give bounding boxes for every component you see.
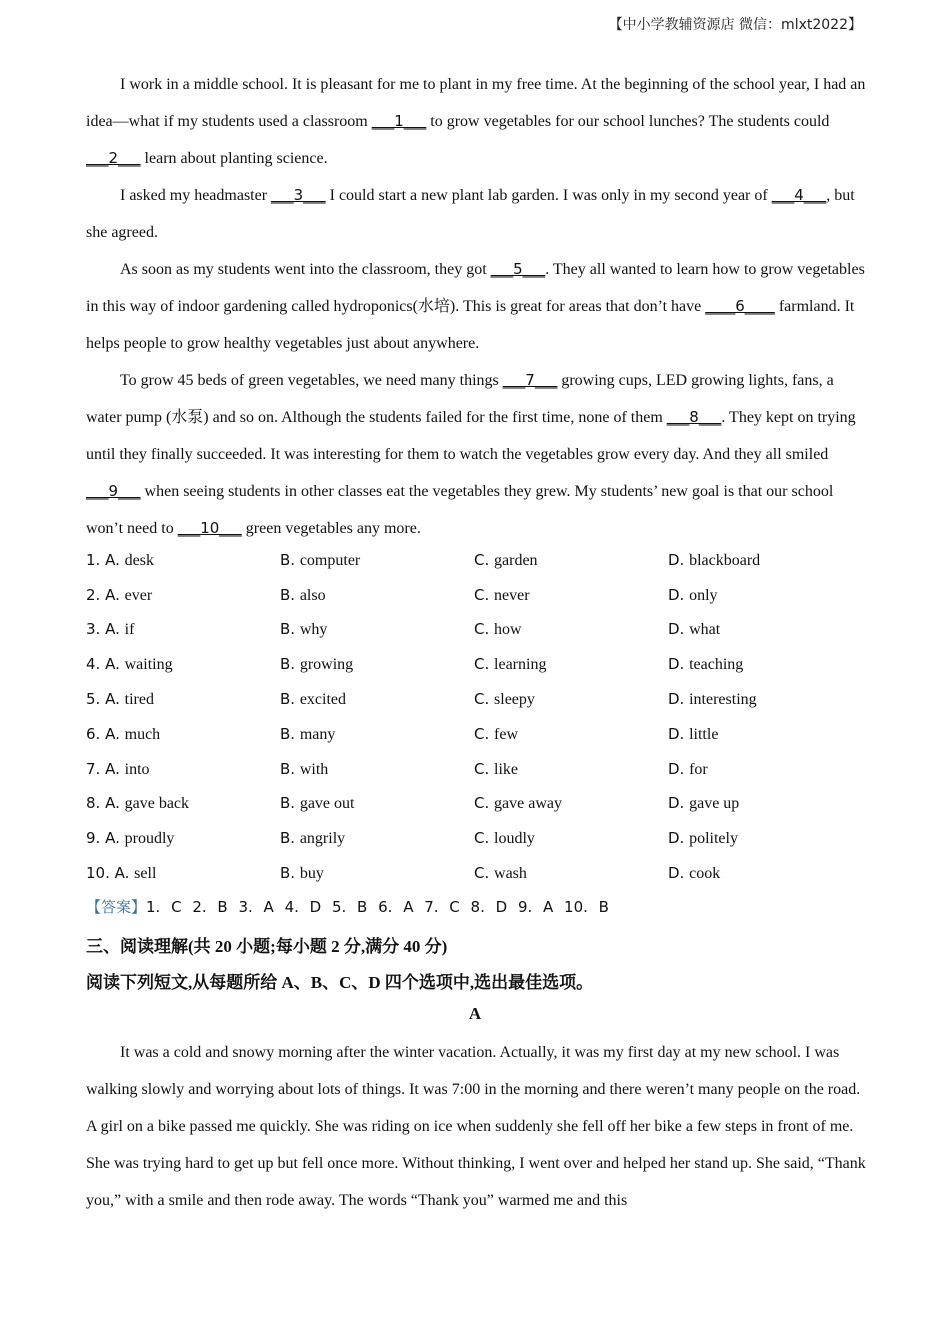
option-text: gave away (494, 795, 562, 813)
option-text: never (494, 586, 530, 604)
question-options-row (86, 613, 886, 648)
option-choice (280, 551, 474, 570)
cloze-text: . They kept on trying until they finally succeeded. It was interesting for them to watch the vegetables grow every day. And they all smiled (86, 409, 856, 463)
option-text: what (689, 621, 721, 639)
cloze-blank: ___2___ (86, 149, 141, 167)
option-text: learning (494, 656, 547, 674)
option-text: cook (689, 865, 721, 883)
option-text: gave out (299, 795, 355, 813)
cloze-blank: ___8___ (666, 408, 722, 426)
option-choice (86, 864, 280, 883)
option-letter: 6. A. (86, 724, 125, 743)
option-text: politely (689, 830, 738, 848)
cloze-text: , but she agreed. (86, 187, 855, 241)
cloze-paragraph (86, 66, 866, 177)
option-letter: B. (280, 864, 300, 883)
cloze-text: As soon as my students went into the classroom, they got (120, 261, 491, 278)
option-text: also (299, 586, 326, 604)
question-options-row (86, 717, 886, 752)
question-options-row (86, 543, 886, 578)
option-text: like (494, 760, 519, 778)
option-text: blackboard (689, 551, 761, 569)
option-letter: B. (280, 550, 300, 569)
cloze-text: . They all wanted to learn how to grow vegetables in this way of indoor gardening called hydroponics(水培). This is great for areas that don’t have (86, 261, 865, 315)
answer-tag: 【答案】 (86, 898, 147, 916)
cloze-blank: ___4___ (771, 186, 827, 204)
cloze-text: learn about planting science. (140, 150, 328, 167)
option-choice (668, 760, 862, 779)
question-options-row (86, 647, 886, 682)
cloze-text: to grow vegetables for our school lunches? The students could (426, 113, 830, 130)
option-text: computer (299, 551, 361, 569)
option-text: wash (494, 865, 527, 883)
option-choice (86, 586, 280, 605)
option-choice (86, 829, 280, 848)
option-letter: B. (280, 620, 300, 639)
option-choice (474, 551, 668, 570)
cloze-passage (86, 66, 866, 547)
option-letter: C. (474, 759, 495, 778)
option-choice (86, 760, 280, 779)
option-text: gave back (124, 795, 190, 813)
option-letter: D. (668, 829, 690, 848)
option-choice (280, 829, 474, 848)
question-options-row (86, 752, 886, 787)
option-choice (668, 655, 862, 674)
option-text: buy (299, 865, 324, 883)
option-choice (280, 620, 474, 639)
option-letter: 8. A. (86, 794, 125, 813)
option-text: angrily (299, 830, 346, 848)
option-letter: C. (474, 620, 495, 639)
option-text: into (124, 760, 150, 778)
option-text: few (494, 725, 518, 743)
passage-a-text: It was a cold and snowy morning after the winter vacation. Actually, it was my first day at my new school. I was walking slowly and worrying about lots of things. It was 7:00 in the morning and there weren’t many people on the road. A girl on a bike passed me quickly. She was riding on ice when suddenly she fell off her bike a few steps in front of me. She was trying hard to get up but fell once more. Without thinking, I went over and helped her stand up. She said, “Thank you,” with a smile and then rode away. The words “Thank you” warmed me and this (86, 1044, 866, 1209)
option-text: growing (299, 656, 354, 674)
cloze-blank: ___5___ (490, 260, 546, 278)
cloze-text: I work in a middle school. It is pleasant for me to plant in my free time. At the beginning of the school year, I had an idea—what if my students used a classroom (86, 76, 866, 130)
option-letter: D. (668, 759, 690, 778)
option-choice (668, 864, 862, 883)
option-letter: B. (280, 585, 300, 604)
option-letter: D. (668, 864, 690, 883)
passage-a-title: A (468, 1004, 482, 1023)
option-letter: 5. A. (86, 690, 125, 709)
option-choice (280, 864, 474, 883)
page-header-watermark: 【中小学教辅资源店 微信：mlxt2022】 (608, 17, 862, 33)
option-text: waiting (124, 656, 173, 674)
option-choice (280, 725, 474, 744)
cloze-blank: ___7___ (502, 371, 558, 389)
option-letter: C. (474, 794, 495, 813)
option-letter: C. (474, 829, 495, 848)
cloze-blank: ___3___ (271, 186, 326, 204)
option-text: how (494, 621, 522, 639)
answer-text: 1. C 2. B 3. A 4. D 5. B 6. A 7. C 8. D 9. A 10. B (146, 898, 609, 916)
option-letter: B. (280, 829, 300, 848)
option-letter: 9. A. (86, 829, 125, 848)
option-choice (668, 725, 862, 744)
option-text: much (124, 725, 161, 743)
option-choice (86, 551, 280, 570)
question-options-row (86, 856, 886, 891)
option-letter: C. (474, 724, 495, 743)
cloze-paragraph (86, 251, 866, 362)
option-letter: D. (668, 794, 690, 813)
option-choice (86, 725, 280, 744)
option-letter: B. (280, 724, 300, 743)
section-title: 三、阅读理解(共 20 小题;每小题 2 分,满分 40 分) (86, 937, 448, 956)
cloze-text: To grow 45 beds of green vegetables, we need many things (120, 372, 503, 389)
cloze-text: I could start a new plant lab garden. I was only in my second year of (325, 187, 772, 204)
option-text: sleepy (494, 691, 535, 709)
option-letter: D. (668, 550, 690, 569)
option-letter: D. (668, 655, 690, 674)
option-text: garden (494, 551, 538, 569)
option-choice (280, 655, 474, 674)
option-text: gave up (689, 795, 740, 813)
question-options-row (86, 578, 886, 613)
option-text: loudly (494, 830, 535, 848)
section-instruction: 阅读下列短文,从每题所给 A、B、C、D 四个选项中,选出最佳选项。 (86, 973, 594, 992)
cloze-text: I asked my headmaster (120, 187, 272, 204)
option-choice (474, 864, 668, 883)
cloze-text: when seeing students in other classes eat the vegetables they grew. My students’ new goal is that our school won’t need to (86, 483, 834, 537)
option-letter: D. (668, 690, 690, 709)
option-text: teaching (689, 656, 744, 674)
option-letter: B. (280, 690, 300, 709)
cloze-blank: ____6____ (705, 297, 775, 315)
passage-a (86, 1034, 866, 1219)
cloze-paragraph (86, 177, 866, 251)
option-choice (474, 620, 668, 639)
option-letter: 7. A. (86, 759, 125, 778)
option-text: ever (124, 586, 153, 604)
option-choice (280, 760, 474, 779)
cloze-blank: ___10___ (177, 519, 242, 537)
cloze-text: green vegetables any more. (241, 520, 421, 537)
option-text: if (124, 621, 135, 639)
option-text: why (299, 621, 328, 639)
option-letter: C. (474, 550, 495, 569)
option-choice (668, 551, 862, 570)
option-text: desk (124, 551, 154, 569)
option-letter: 4. A. (86, 655, 125, 674)
option-text: little (689, 725, 719, 743)
option-letter: C. (474, 655, 495, 674)
question-options-row (86, 682, 886, 717)
option-text: sell (134, 865, 157, 883)
option-letter: C. (474, 585, 495, 604)
cloze-text: growing cups, LED growing lights, fans, a water pump (水泵) and so on. Although the students failed for the first time, none of them (86, 372, 834, 426)
option-letter: D. (668, 585, 690, 604)
options-table (86, 543, 886, 891)
option-text: excited (299, 691, 347, 709)
option-letter: 10. A. (86, 864, 135, 883)
option-letter: 2. A. (86, 585, 125, 604)
option-choice (474, 690, 668, 709)
option-text: proudly (124, 830, 175, 848)
option-choice (668, 690, 862, 709)
cloze-paragraph (86, 362, 866, 547)
option-text: interesting (689, 691, 757, 709)
option-choice (474, 829, 668, 848)
option-text: only (689, 586, 718, 604)
option-choice (668, 829, 862, 848)
option-letter: C. (474, 690, 495, 709)
question-options-row (86, 787, 886, 822)
option-choice (668, 586, 862, 605)
option-choice (86, 690, 280, 709)
option-choice (474, 655, 668, 674)
option-text: for (689, 760, 708, 778)
option-choice (280, 586, 474, 605)
option-letter: B. (280, 655, 300, 674)
option-letter: B. (280, 794, 300, 813)
option-letter: 1. A. (86, 550, 125, 569)
option-choice (474, 586, 668, 605)
option-choice (474, 725, 668, 744)
option-letter: C. (474, 864, 495, 883)
option-text: tired (124, 691, 154, 709)
option-choice (280, 690, 474, 709)
option-choice (668, 794, 862, 813)
answer-line (86, 896, 609, 917)
cloze-text: farmland. It helps people to grow healthy vegetables just about anywhere. (86, 298, 855, 352)
option-text: with (299, 760, 329, 778)
option-choice (668, 620, 862, 639)
option-text: many (299, 725, 336, 743)
option-choice (474, 794, 668, 813)
option-letter: D. (668, 724, 690, 743)
option-letter: D. (668, 620, 690, 639)
cloze-blank: ___9___ (86, 482, 141, 500)
option-choice (86, 794, 280, 813)
option-letter: 3. A. (86, 620, 125, 639)
option-choice (86, 620, 280, 639)
option-choice (86, 655, 280, 674)
option-choice (474, 760, 668, 779)
cloze-blank: ___1___ (371, 112, 427, 130)
option-choice (280, 794, 474, 813)
option-letter: B. (280, 759, 300, 778)
question-options-row (86, 821, 886, 856)
